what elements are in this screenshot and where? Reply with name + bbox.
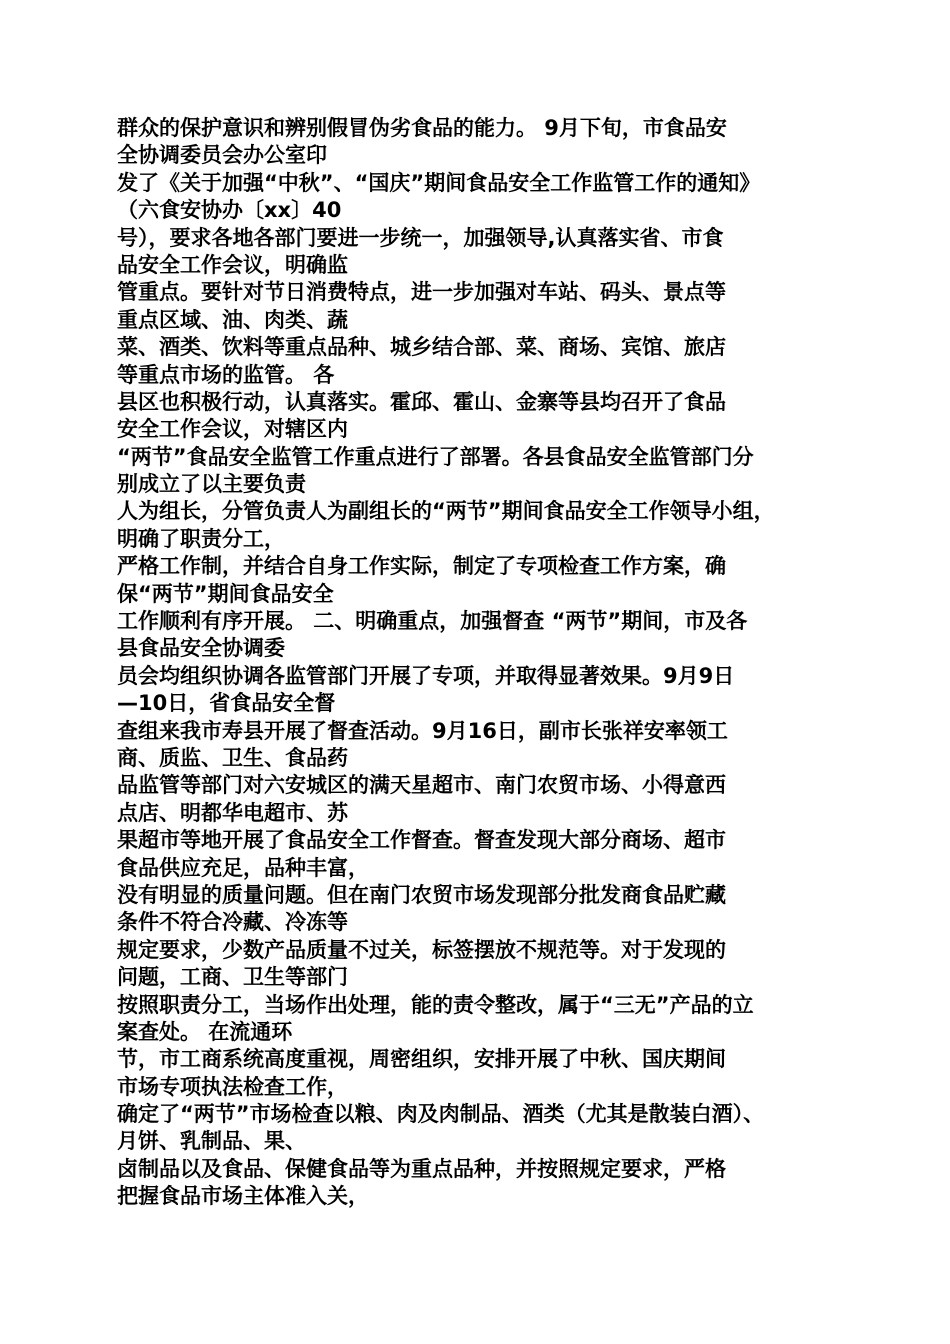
text-line: 群众的保护意识和辨别假冒伪劣食品的能力。 9月下旬，市食品安 — [117, 116, 727, 140]
text-line: 管重点。要针对节日消费特点，进一步加强对车站、码头、景点等 — [117, 280, 726, 305]
text-line: 食品供应充足，品种丰富， — [117, 855, 369, 880]
text-line: 菜、酒类、饮料等重点品种、城乡结合部、菜、商场、宾馆、旅店 — [117, 335, 726, 360]
text-line: 市场专项执法检查工作， — [117, 1074, 348, 1099]
text-line: 品安全工作会议，明确监 — [117, 252, 348, 277]
text-line: 发了《关于加强“中秋”、“国庆”期间食品安全工作监管工作的通知》 — [117, 170, 761, 195]
text-line: 把握食品市场主体准入关， — [117, 1184, 369, 1209]
text-line: 节，市工商系统高度重视，周密组织，安排开展了中秋、国庆期间 — [117, 1047, 726, 1072]
text-line: 规定要求，少数产品质量不过关，标签摆放不规范等。对于发现的 — [117, 937, 726, 962]
text-line: 品监管等部门对六安城区的满天星超市、南门农贸市场、小得意西 — [117, 773, 726, 798]
text-line: 商、质监、卫生、食品药 — [117, 745, 348, 770]
text-line: 县区也积极行动，认真落实。霍邱、霍山、金寨等县均召开了食品 — [117, 389, 726, 414]
text-line: 没有明显的质量问题。但在南门农贸市场发现部分批发商食品贮藏 — [117, 882, 726, 907]
text-line: 号），要求各地各部门要进一步统一，加强领导,认真落实省、市食 — [117, 225, 724, 250]
text-line: 按照职责分工，当场作出处理，能的责令整改，属于“三无”产品的立 — [117, 992, 754, 1017]
text-line: 卤制品以及食品、保健食品等为重点品种，并按照规定要求，严格 — [117, 1156, 726, 1181]
text-line: 确定了“两节”市场检查以粮、肉及肉制品、酒类（尤其是散装白酒）、 — [117, 1102, 765, 1127]
text-line: 严格工作制，并结合自身工作实际，制定了专项检查工作方案，确 — [117, 554, 726, 579]
text-line: 工作顺利有序开展。 二、明确重点，加强督查 “两节”期间，市及各 — [117, 609, 748, 634]
text-line: 明确了职责分工， — [117, 526, 285, 551]
text-line: —10日，省食品安全督 — [117, 691, 336, 716]
text-line: 等重点市场的监管。 各 — [117, 362, 335, 387]
text-line: 人为组长，分管负责人为副组长的“两节”期间食品安全工作领导小组， — [117, 499, 775, 524]
text-line: 全协调委员会办公室印 — [117, 143, 327, 168]
text-line: 县食品安全协调委 — [117, 636, 285, 661]
text-line: 安全工作会议，对辖区内 — [117, 417, 348, 442]
text-line: 问题，工商、卫生等部门 — [117, 965, 348, 990]
text-line: 月饼、乳制品、果、 — [117, 1129, 306, 1154]
text-line: 案查处。 在流通环 — [117, 1019, 293, 1044]
text-line: 查组来我市寿县开展了督查活动。9月16日，副市长张祥安率领工 — [117, 718, 728, 743]
text-line: 重点区域、油、肉类、蔬 — [117, 307, 348, 332]
text-line: “两节”食品安全监管工作重点进行了部署。各县食品安全监管部门分 — [117, 444, 754, 469]
text-line: 别成立了以主要负责 — [117, 472, 306, 497]
text-line: 果超市等地开展了食品安全工作督查。督查发现大部分商场、超市 — [117, 828, 726, 853]
text-line: 员会均组织协调各监管部门开展了专项，并取得显著效果。9月9日 — [117, 663, 735, 688]
text-line: 点店、明都华电超市、苏 — [117, 800, 348, 825]
text-line: （六食安协办〔xx〕40 — [117, 198, 342, 223]
document-body — [117, 115, 847, 1211]
text-line: 保“两节”期间食品安全 — [117, 581, 334, 606]
text-line: 条件不符合冷藏、冷冻等 — [117, 910, 348, 935]
